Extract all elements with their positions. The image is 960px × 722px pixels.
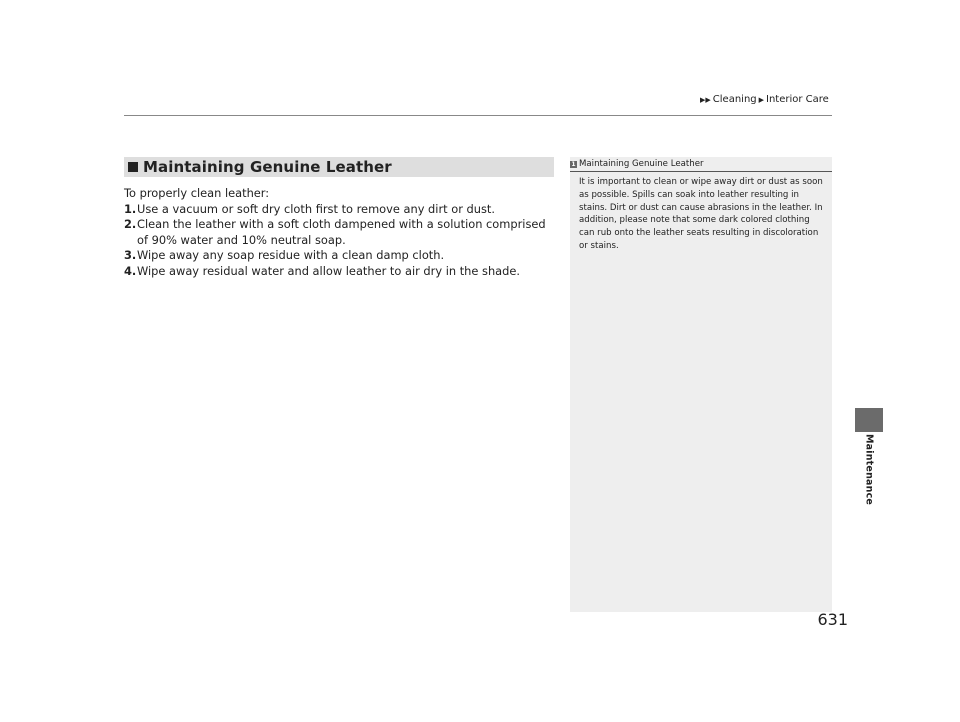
chapter-label-text: Maintenance <box>863 434 875 506</box>
step-item <box>124 264 556 280</box>
breadcrumb-item-interior-care: Interior Care <box>766 94 829 105</box>
intro-text: To properly clean leather: <box>124 186 270 200</box>
step-number: 2. <box>124 217 137 231</box>
sidebar-note <box>570 157 832 612</box>
sidebar-header <box>570 157 832 172</box>
step-item <box>124 248 556 264</box>
chapter-label <box>855 434 883 504</box>
step-number: 4. <box>124 263 137 278</box>
breadcrumb <box>700 94 829 105</box>
step-number: 1. <box>124 201 137 216</box>
step-text: Wipe away residual water and allow leather to air dry in the shade. <box>137 263 521 278</box>
step-number: 3. <box>124 248 137 262</box>
section-title: Maintaining Genuine Leather <box>143 158 392 176</box>
breadcrumb-item-cleaning: Cleaning <box>712 94 757 105</box>
step-item <box>124 217 556 248</box>
note-marker-icon: 1 <box>571 160 576 168</box>
chapter-tab <box>855 408 883 432</box>
page-number: 631 <box>817 610 848 629</box>
sidebar-text: It is important to clean or wipe away dirt or dust as soon as possible. Spills can soak into leather resulting in stains. Dirt or dust can cause abrasions in the leather. In addition, please note that some dark colored clothing can rub onto the leather seats resulting in discoloration or stains. <box>579 177 823 251</box>
arrow-right-icon: ▶▶ <box>700 95 711 104</box>
square-bullet-icon <box>128 162 138 172</box>
step-text: Use a vacuum or soft dry cloth first to remove any dirt or dust. <box>137 201 495 216</box>
sidebar-title: Maintaining Genuine Leather <box>579 159 704 169</box>
section-header <box>124 157 554 177</box>
arrow-right-icon: ▶ <box>758 95 765 104</box>
header-rule <box>124 115 832 116</box>
step-text: Clean the leather with a soft cloth dampened with a solution comprised of 90% water and 10% neutral soap. <box>137 217 546 247</box>
step-item <box>124 202 556 218</box>
step-text: Wipe away any soap residue with a clean damp cloth. <box>137 248 445 262</box>
body-text <box>124 186 556 279</box>
